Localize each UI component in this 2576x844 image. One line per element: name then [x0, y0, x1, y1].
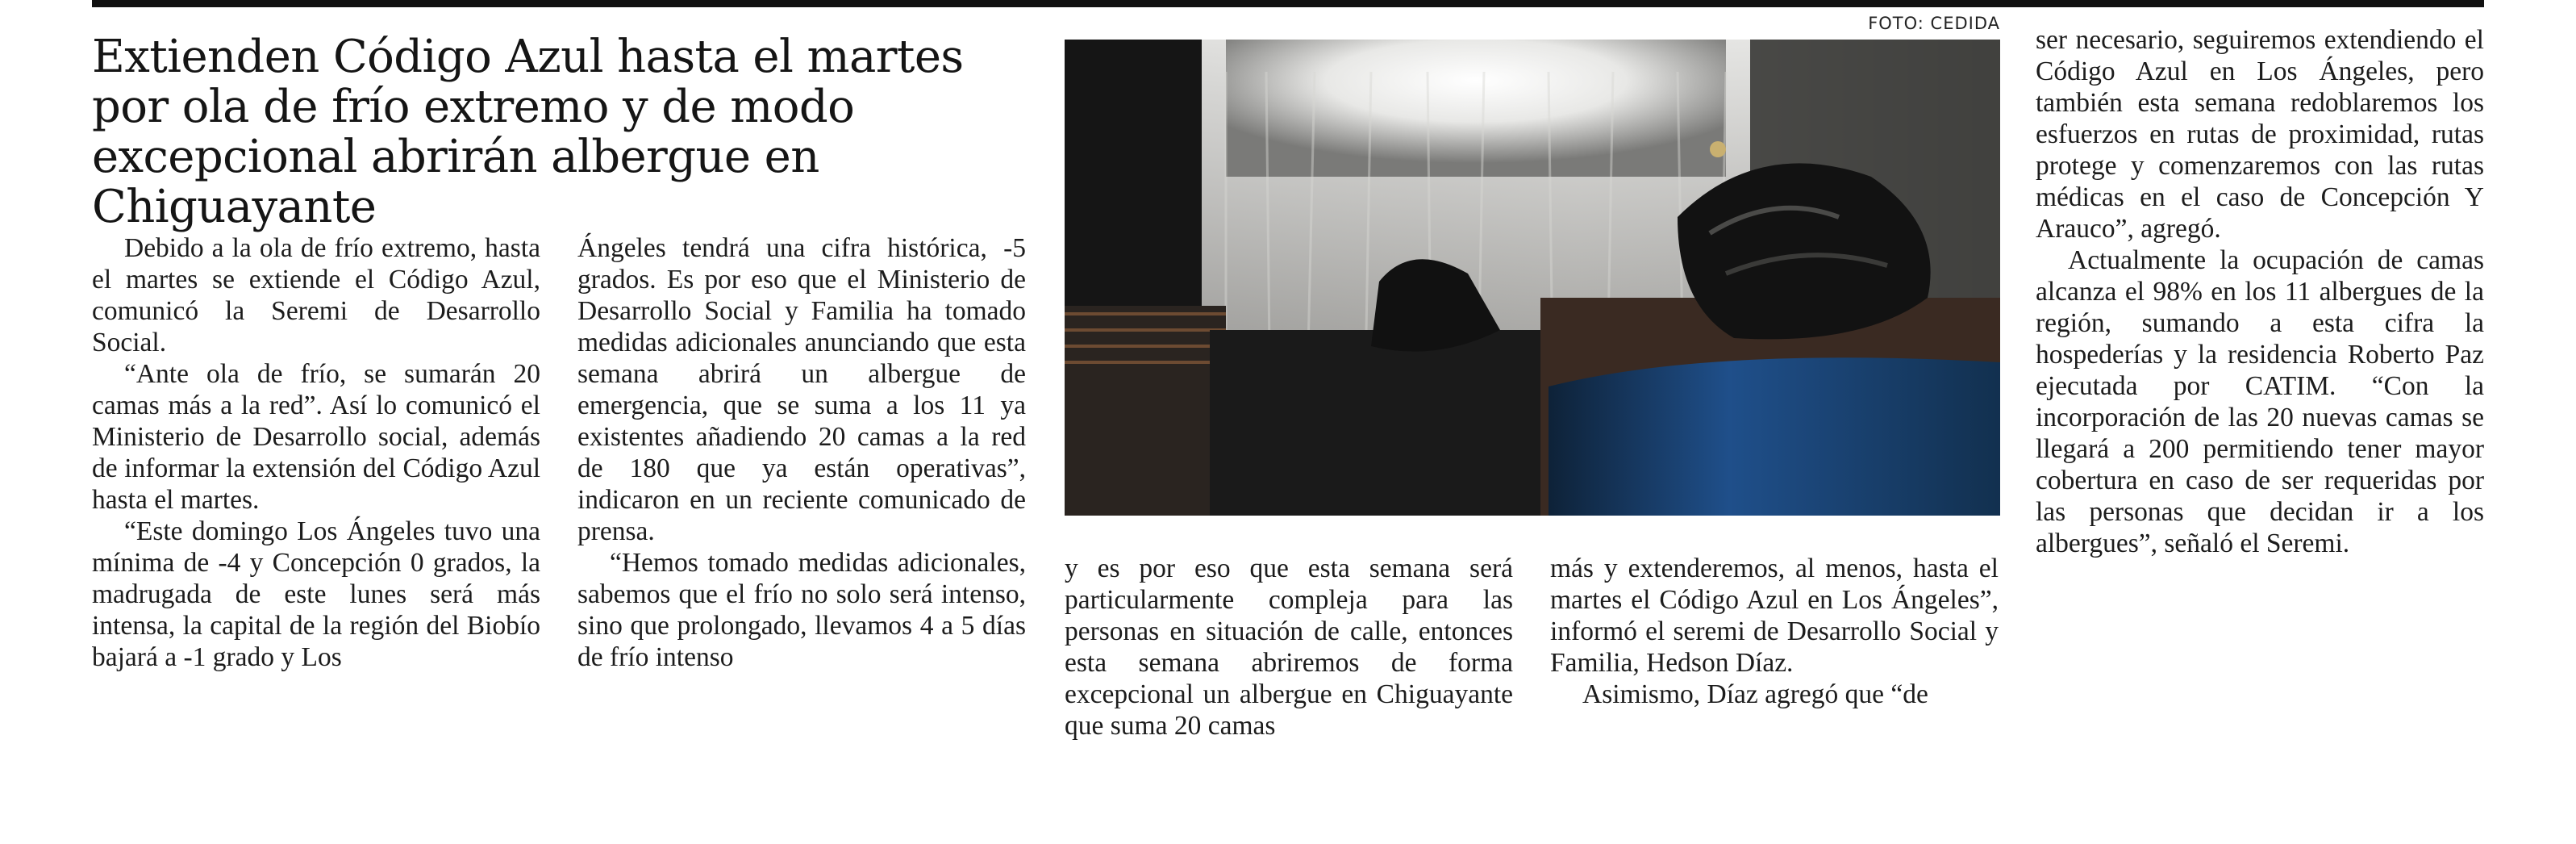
- article-headline: Extienden Código Azul hasta el martes por ola de frío extremo y de modo excepcional abrirán albergue en Chiguayante: [92, 31, 964, 233]
- paragraph: “Hemos tomado medidas adicionales, sabemos que el frío no solo será intenso, sino que prolongado, llevamos 4 a 5 días de frío intenso: [577, 548, 1026, 672]
- article-column-4: [1550, 553, 1999, 803]
- paragraph: más y extenderemos, al menos, hasta el martes el Código Azul en Los Ángeles”, informó el seremi de Desarrollo Social y Familia, Hedson Díaz.: [1550, 554, 1999, 678]
- top-rule: [92, 0, 2484, 7]
- article-column-2: [577, 232, 1026, 805]
- photo-credit: FOTO: CEDIDA: [1868, 14, 2000, 33]
- paragraph: “Ante ola de frío, se sumarán 20 camas más a la red”. Así lo comunicó el Ministerio de Desarrollo social, además de informar la extensión del Código Azul hasta el martes.: [92, 359, 540, 515]
- paragraph: Asimismo, Díaz agregó que “de: [1582, 679, 1928, 709]
- paragraph: “Este domingo Los Ángeles tuvo una mínima de -4 y Concepción 0 grados, la madrugada de este lunes será más intensa, la capital de la región del Biobío bajará a -1 grado y Los: [92, 516, 540, 672]
- article-photo: [1065, 40, 2000, 516]
- article-column-3: [1065, 553, 1513, 803]
- paragraph: ser necesario, seguiremos extendiendo el Código Azul en Los Ángeles, pero también esta semana redoblaremos los esfuerzos en rutas de proximidad, rutas protege y comenzaremos con las rutas médicas en el caso de Concepción Y Arauco”, agregó.: [2036, 25, 2484, 244]
- paragraph: y es por eso que esta semana será particularmente compleja para las personas en situación de calle, entonces esta semana abriremos de forma excepcional un albergue en Chiguayante que suma 20 camas: [1065, 554, 1513, 741]
- paragraph: Debido a la ola de frío extremo, hasta el martes se extiende el Código Azul, comunicó la Seremi de Desarrollo Social.: [92, 233, 540, 357]
- article-column-1: [92, 232, 540, 805]
- paragraph: Ángeles tendrá una cifra histórica, -5 grados. Es por eso que el Ministerio de Desarrollo Social y Familia ha tomado medidas adicionales anunciando que esta semana abrirá un albergue de emergencia, que se suma a los 11 ya existentes añadiendo 20 camas a la red de 180 que ya están operativas”, indicaron en un reciente comunicado de prensa.: [577, 233, 1026, 546]
- article-column-5: [2036, 24, 2484, 799]
- paragraph: Actualmente la ocupación de camas alcanza el 98% en los 11 albergues de la región, sumando a esta cifra la hospederías y la residencia Roberto Paz ejecutada por CATIM. “Con la incorporación de las 20 nuevas camas se llegará a 200 permitiendo tener mayor cobertura en caso de ser requeridas por las personas que decidan ir a los albergues”, señaló el Seremi.: [2036, 245, 2484, 558]
